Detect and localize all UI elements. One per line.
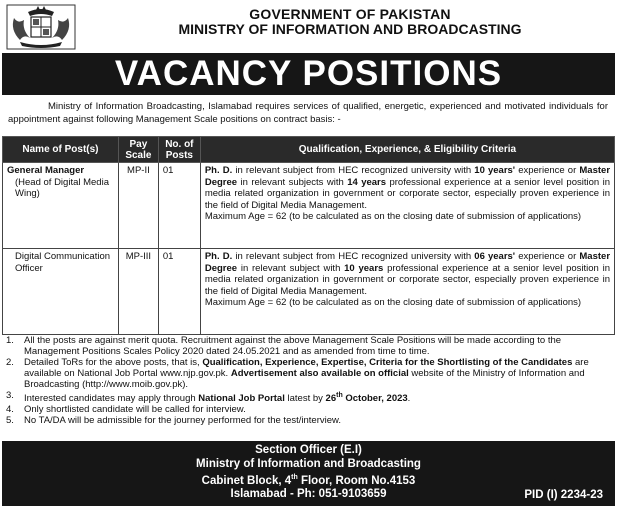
- address-part: Cabinet Block, 4: [201, 474, 292, 487]
- post-name: Digital Communication Officer: [15, 251, 111, 274]
- address-part: Floor, Room No.4153: [297, 474, 416, 487]
- criteria-text: professional experience at a senior level position in media related organization in government or corporate sector, especially proven experience in the field of Digital Media Management.: [204, 176, 610, 211]
- footer-address: [2, 471, 615, 488]
- footer-officer: Section Officer (E.I): [255, 444, 362, 456]
- criteria-cell: [200, 163, 614, 249]
- criteria-bold: 06 years': [474, 251, 516, 262]
- criteria-bold: Master Degree: [204, 165, 611, 188]
- header: [0, 0, 617, 52]
- note-text: Only shortlisted candidate will be called for interview.: [24, 404, 246, 416]
- note-bold: National Job Portal: [198, 393, 285, 405]
- table-row: [3, 163, 615, 249]
- note-number: 5.: [6, 415, 14, 427]
- post-name: General Manager: [7, 165, 85, 176]
- note-segment: .: [407, 393, 411, 405]
- address-suffix: th: [291, 474, 298, 481]
- note-segment: website of the Ministry of Information and Broadcasting (http://www.moib.gov.pk).: [24, 368, 585, 390]
- header-number-of-posts: No. of Posts: [158, 137, 200, 163]
- note-bold: [326, 393, 408, 404]
- pay-scale-cell: MP-II: [118, 163, 158, 249]
- government-title: GOVERNMENT OF PAKISTAN: [249, 6, 451, 22]
- criteria-bold: Ph. D.: [204, 165, 233, 176]
- vacancy-table: [2, 136, 615, 335]
- note-number: 1.: [6, 335, 14, 346]
- criteria-bold: 14 years: [347, 176, 387, 188]
- header-criteria: Qualification, Experience, & Eligibility Criteria: [200, 137, 614, 163]
- note-text: All the posts are against merit quota. Recruitment against the above Management Scale Positions will be made according to the Management Positions Scales Policy 2020 dated 24.05.2021 and as amended from time to time.: [24, 335, 562, 357]
- note-number: 2.: [6, 357, 14, 368]
- note-bold: Advertisement also available on official: [230, 368, 409, 379]
- deadline-suffix: th: [336, 392, 343, 399]
- deadline-day: 26: [325, 393, 337, 405]
- pay-scale-cell: MP-III: [118, 249, 158, 335]
- note-segment: Interested candidates may apply through: [24, 393, 199, 405]
- post-name-cell: [3, 163, 119, 249]
- note-text: No TA/DA will be admissible for the journey performed for the test/interview.: [24, 415, 341, 427]
- note-segment: latest by: [284, 393, 326, 405]
- footer-phone: Islamabad - Ph: 051-9103659: [230, 488, 387, 501]
- list-item: [2, 404, 615, 415]
- contact-footer: [2, 441, 615, 506]
- criteria-text: in relevant subject with: [237, 262, 345, 274]
- header-post-name: Name of Post(s): [3, 137, 119, 163]
- vacancy-banner: VACANCY POSITIONS: [2, 53, 615, 95]
- ministry-title: MINISTRY OF INFORMATION AND BROADCASTING: [178, 21, 522, 37]
- max-age: Maximum Age = 62 (to be calculated as on the closing date of submission of applications): [204, 297, 582, 308]
- list-item: [2, 415, 615, 426]
- post-name-cell: [3, 249, 119, 335]
- posts-count-cell: 01: [158, 249, 200, 335]
- criteria-bold: Ph. D.: [204, 251, 233, 262]
- note-number: 3.: [6, 390, 14, 401]
- note-number: 4.: [6, 404, 14, 416]
- state-emblem-icon: [6, 4, 76, 50]
- criteria-text: in relevant subject from HEC recognized university with: [232, 251, 475, 262]
- notes-list: [2, 335, 615, 426]
- note-text: [24, 357, 615, 390]
- criteria-text: experience or: [515, 251, 580, 262]
- post-name-sub: (Head of Digital Media Wing): [15, 176, 109, 199]
- pid-number: PID (I) 2234-23: [524, 488, 603, 501]
- criteria-text: professional experience at a senior level position in media related organization in government or corporate sector, especially proven experience in the field of Digital Media Management.: [204, 262, 610, 297]
- list-item: [2, 335, 615, 357]
- footer-ministry: Ministry of Information and Broadcasting: [196, 457, 421, 470]
- note-segment: Detailed ToRs for the above posts, that is,: [24, 357, 203, 368]
- table-header-row: [3, 137, 615, 163]
- criteria-text: in relevant subject from HEC recognized university with: [232, 165, 475, 176]
- table-row: [3, 249, 615, 335]
- note-segment: are available on National Job Portal www.njp.gov.pk.: [24, 357, 589, 379]
- criteria-text: in relevant subjects with: [237, 176, 348, 188]
- list-item: [2, 390, 615, 404]
- criteria-text: experience or: [515, 165, 580, 176]
- criteria-bold: Master Degree: [204, 251, 611, 274]
- criteria-bold: 10 years': [474, 165, 516, 176]
- intro-paragraph: Ministry of Information Broadcasting, Islamabad requires services of qualified, energetic, experienced and motivated individuals for appointment against following Management Scale positions on contract basis: -: [8, 101, 608, 125]
- note-bold: Qualification, Experience, Expertise, Criteria for the Shortlisting of the Candidates: [202, 357, 573, 368]
- header-pay-scale: Pay Scale: [118, 137, 158, 163]
- deadline-month: October, 2023: [342, 393, 408, 405]
- list-item: [2, 357, 615, 390]
- max-age: Maximum Age = 62 (to be calculated as on the closing date of submission of applications): [204, 211, 582, 222]
- criteria-cell: [200, 249, 614, 335]
- note-text: [24, 390, 615, 404]
- posts-count-cell: 01: [158, 163, 200, 249]
- criteria-bold: 10 years: [344, 262, 384, 274]
